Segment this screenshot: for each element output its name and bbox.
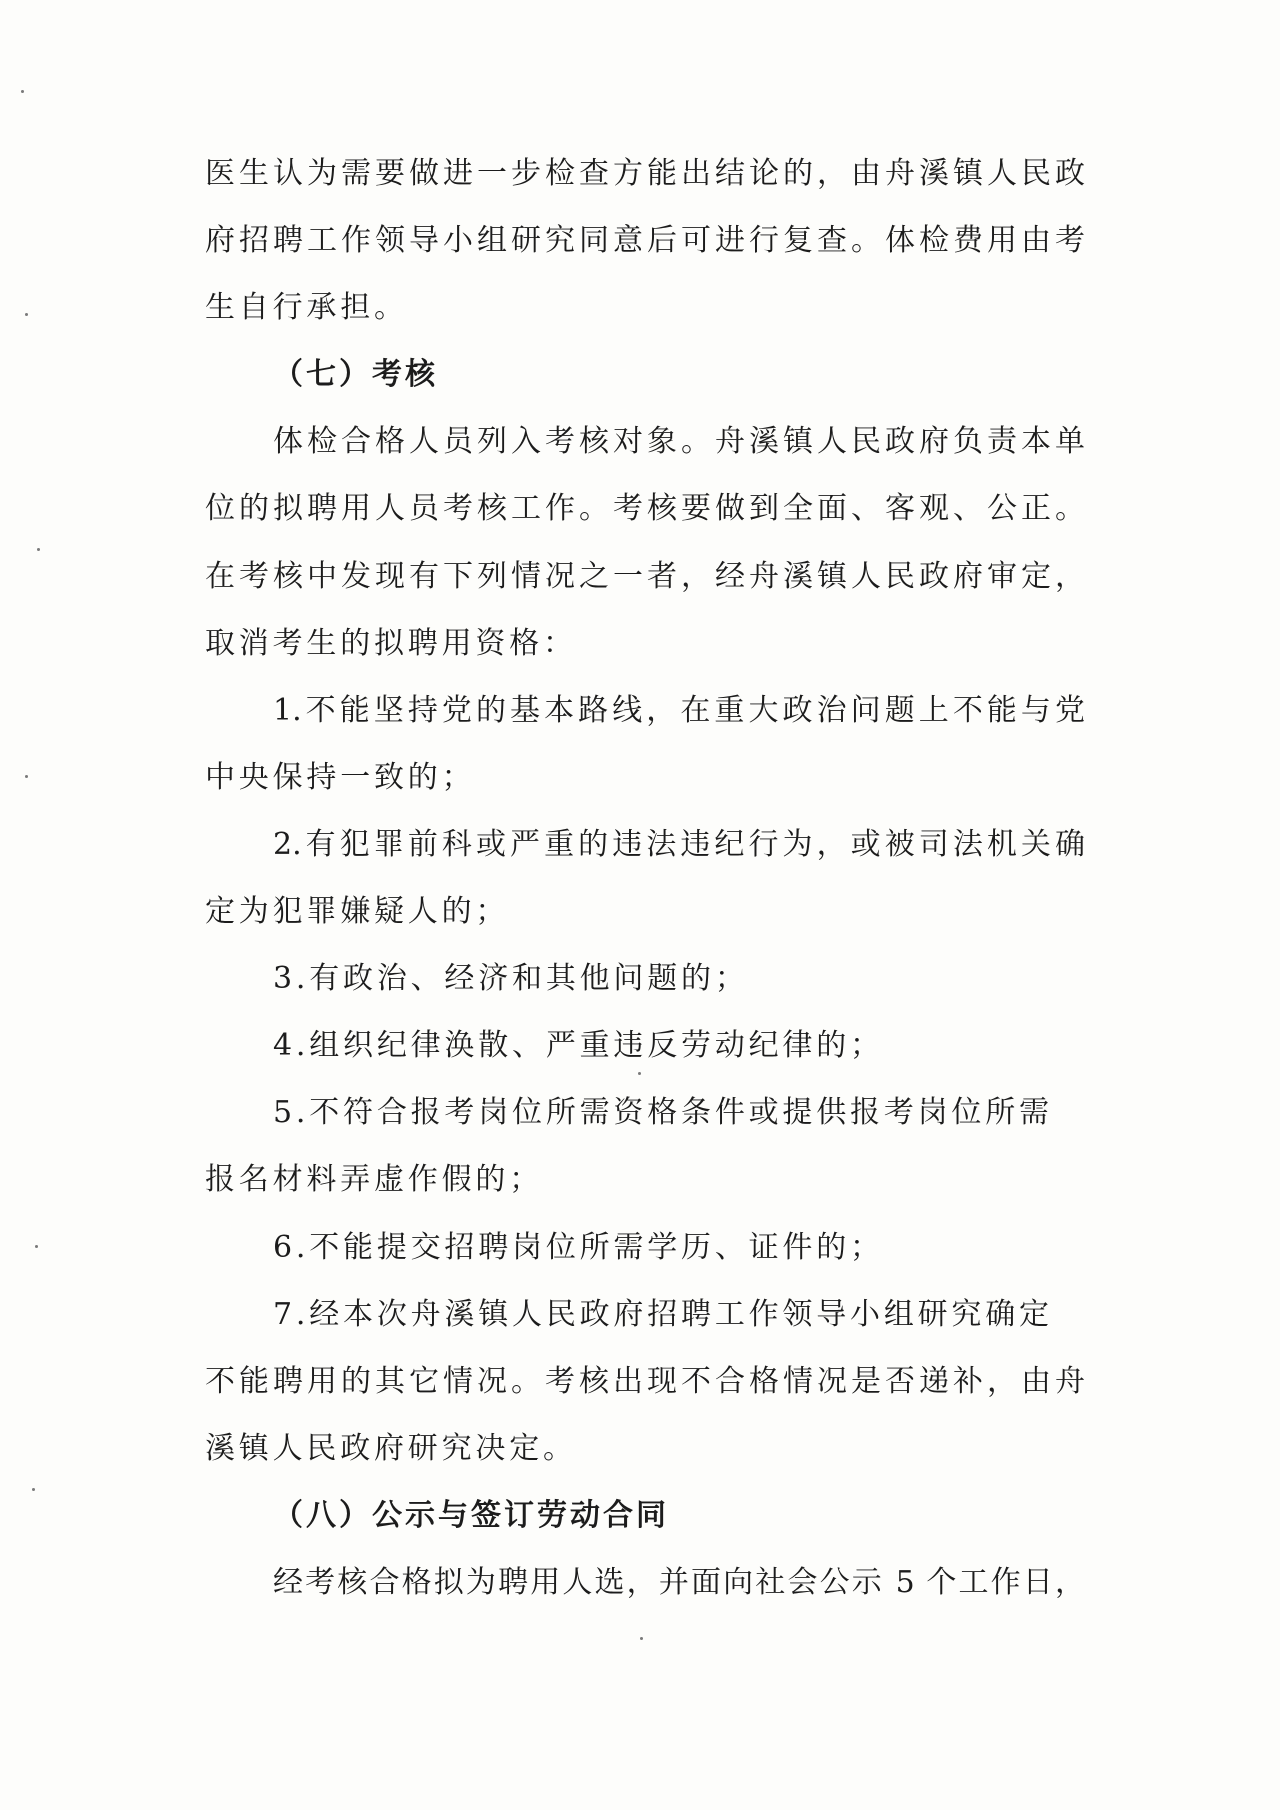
section-7 — [205, 341, 1085, 1482]
text-line: 2.有犯罪前科或严重的违法违纪行为，或被司法机关确 — [273, 826, 1085, 862]
text-line: 6.不能提交招聘岗位所需学历、证件的； — [273, 1229, 884, 1265]
section-7-intro-paragraph — [205, 408, 1085, 676]
list-item — [205, 945, 1085, 1012]
scan-speck — [25, 313, 28, 316]
text-line: 4.组织纪律涣散、严重违反劳动纪律的； — [273, 1028, 884, 1064]
section-heading: （八）公示与签订劳动合同 — [273, 1497, 669, 1533]
text-line: 体检合格人员列入考核对象。舟溪镇人民政府负责本单 — [273, 424, 1085, 460]
scan-speck — [25, 775, 28, 778]
text-line: 生自行承担。 — [205, 290, 408, 326]
text-line: 5.不符合报考岗位所需资格条件或提供报考岗位所需 — [273, 1095, 1053, 1131]
paragraph-continuation — [205, 140, 1085, 341]
list-item — [205, 1012, 1085, 1079]
list-item — [205, 677, 1085, 811]
section-8 — [205, 1482, 1085, 1616]
list-item — [205, 811, 1085, 945]
list-item — [205, 1281, 1085, 1482]
scan-speck — [640, 1637, 643, 1640]
text-line: 经考核合格拟为聘用人选，并面向社会公示 5 个工作日， — [273, 1564, 1085, 1600]
section-heading: （七）考核 — [273, 357, 438, 393]
document-body — [205, 140, 1085, 1616]
disqualification-list — [205, 677, 1085, 1482]
text-line: 中央保持一致的； — [205, 759, 476, 795]
text-line: 在考核中发现有下列情况之一者，经舟溪镇人民政府审定， — [205, 558, 1085, 594]
text-line: 府招聘工作领导小组研究同意后可进行复查。体检费用由考 — [205, 223, 1085, 259]
scan-speck — [21, 90, 24, 93]
scan-speck — [32, 1488, 35, 1491]
text-line: 取消考生的拟聘用资格： — [205, 625, 577, 661]
scan-speck — [35, 1245, 38, 1248]
text-line: 3.有政治、经济和其他问题的； — [273, 961, 749, 997]
text-line: 不能聘用的其它情况。考核出现不合格情况是否递补，由舟 — [205, 1363, 1085, 1399]
text-line: 报名材料弄虚作假的； — [205, 1162, 543, 1198]
text-line: 1.不能坚持党的基本路线，在重大政治问题上不能与党 — [273, 692, 1085, 728]
text-line: 位的拟聘用人员考核工作。考核要做到全面、客观、公正。 — [205, 491, 1085, 527]
section-8-paragraph — [205, 1549, 1085, 1616]
text-line: 7.经本次舟溪镇人民政府招聘工作领导小组研究确定 — [273, 1296, 1053, 1332]
list-item — [205, 1214, 1085, 1281]
text-line: 定为犯罪嫌疑人的； — [205, 894, 510, 930]
text-line: 溪镇人民政府研究决定。 — [205, 1430, 577, 1466]
text-line: 医生认为需要做进一步检查方能出结论的，由舟溪镇人民政 — [205, 156, 1085, 191]
scan-speck — [37, 548, 40, 551]
list-item — [205, 1079, 1085, 1213]
